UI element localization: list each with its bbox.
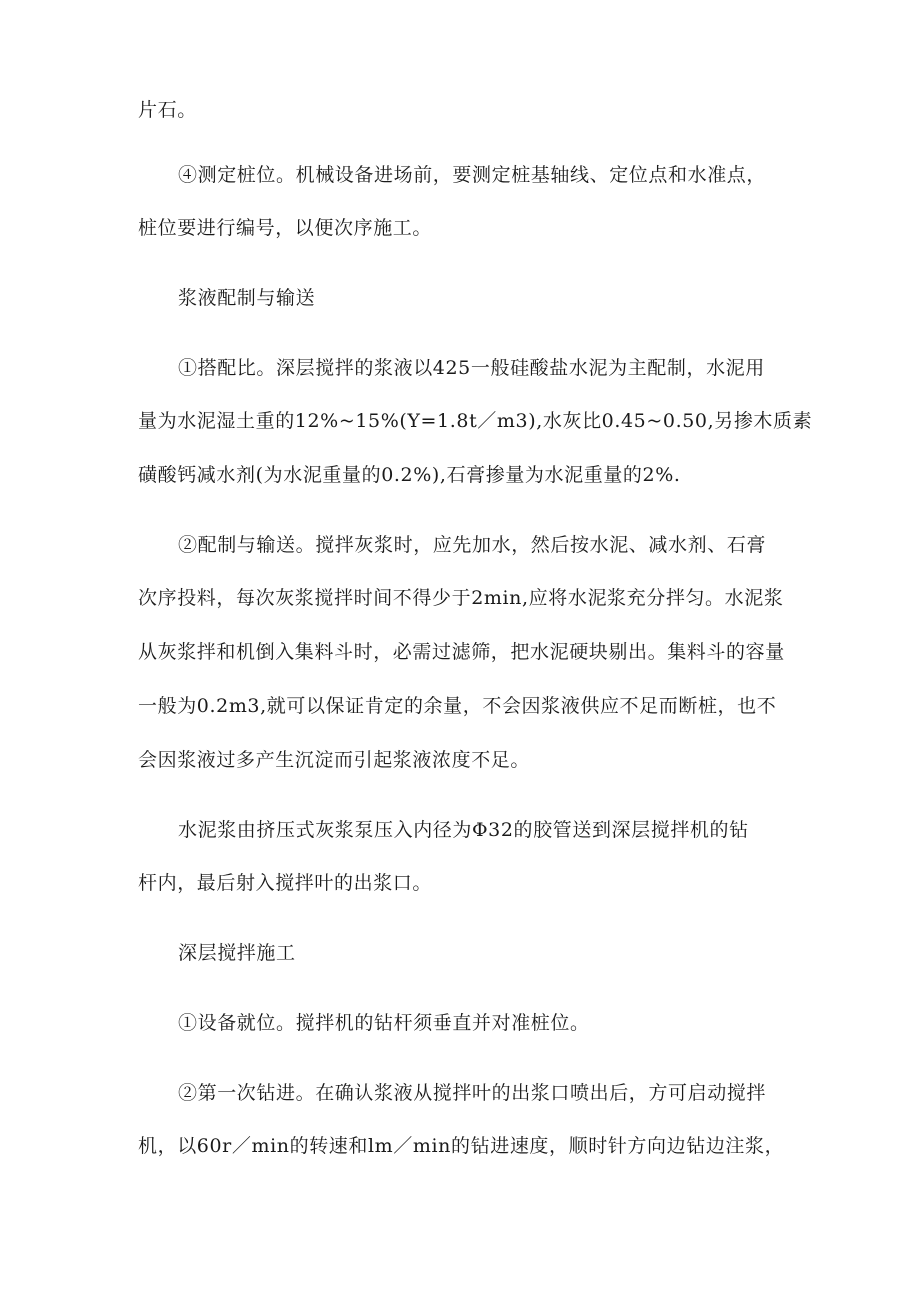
paragraph-mixing-transport-line-4: 一般为0.2m3,就可以保证肯定的余量，不会因浆液供应不足而断桩，也不 [138, 695, 777, 717]
paragraph-slurry-pump-line-1: 水泥浆由挤压式灰浆泵压入内径为Φ32的胶管送到深层搅拌机的钻 [178, 819, 749, 841]
paragraph-pile-position-line-1: ④测定桩位。机械设备进场前，要测定桩基轴线、定位点和水准点， [178, 164, 767, 186]
paragraph-mixing-transport-line-5: 会因浆液过多产生沉淀而引起浆液浓度不足。 [138, 749, 531, 771]
paragraph-mixing-transport-line-2: 次序投料，每次灰浆搅拌时间不得少于2min,应将水泥浆充分拌匀。水泥浆 [138, 587, 784, 609]
paragraph-first-drilling-line-2: 机，以60r／min的转速和lm／min的钻进速度，顺时针方向边钻边注浆， [138, 1135, 785, 1157]
paragraph-pile-position-line-2: 桩位要进行编号，以便次序施工。 [138, 217, 433, 239]
paragraph-first-drilling-line-1: ②第一次钻进。在确认浆液从搅拌叶的出浆口喷出后，方可启动搅拌 [178, 1082, 767, 1104]
paragraph-equipment-setup: ①设备就位。搅拌机的钻杆须垂直并对准桩位。 [178, 1012, 590, 1034]
paragraph-mixing-transport-line-3: 从灰浆拌和机倒入集料斗时，必需过滤筛，把水泥硬块剔出。集料斗的容量 [138, 641, 785, 663]
paragraph-mix-ratio-line-2: 量为水泥湿土重的12%~15%(Y=1.8t／m3),水灰比0.45~0.50,另掺木质素 [138, 410, 813, 432]
paragraph-mix-ratio-line-1: ①搭配比。深层搅拌的浆液以425一般硅酸盐水泥为主配制，水泥用 [178, 357, 765, 379]
paragraph-slurry-pump-line-2: 杆内，最后射入搅拌叶的出浆口。 [138, 872, 433, 894]
paragraph-mix-ratio-line-3: 磺酸钙减水剂(为水泥重量的0.2%),石膏掺量为水泥重量的2%. [138, 464, 681, 486]
text-line-pian-shi: 片石。 [138, 99, 197, 121]
section-heading-slurry-mixing: 浆液配制与输送 [178, 287, 316, 309]
section-heading-deep-mixing: 深层搅拌施工 [178, 942, 296, 964]
paragraph-mixing-transport-line-1: ②配制与输送。搅拌灰浆时，应先加水，然后按水泥、减水剂、石膏 [178, 534, 767, 556]
